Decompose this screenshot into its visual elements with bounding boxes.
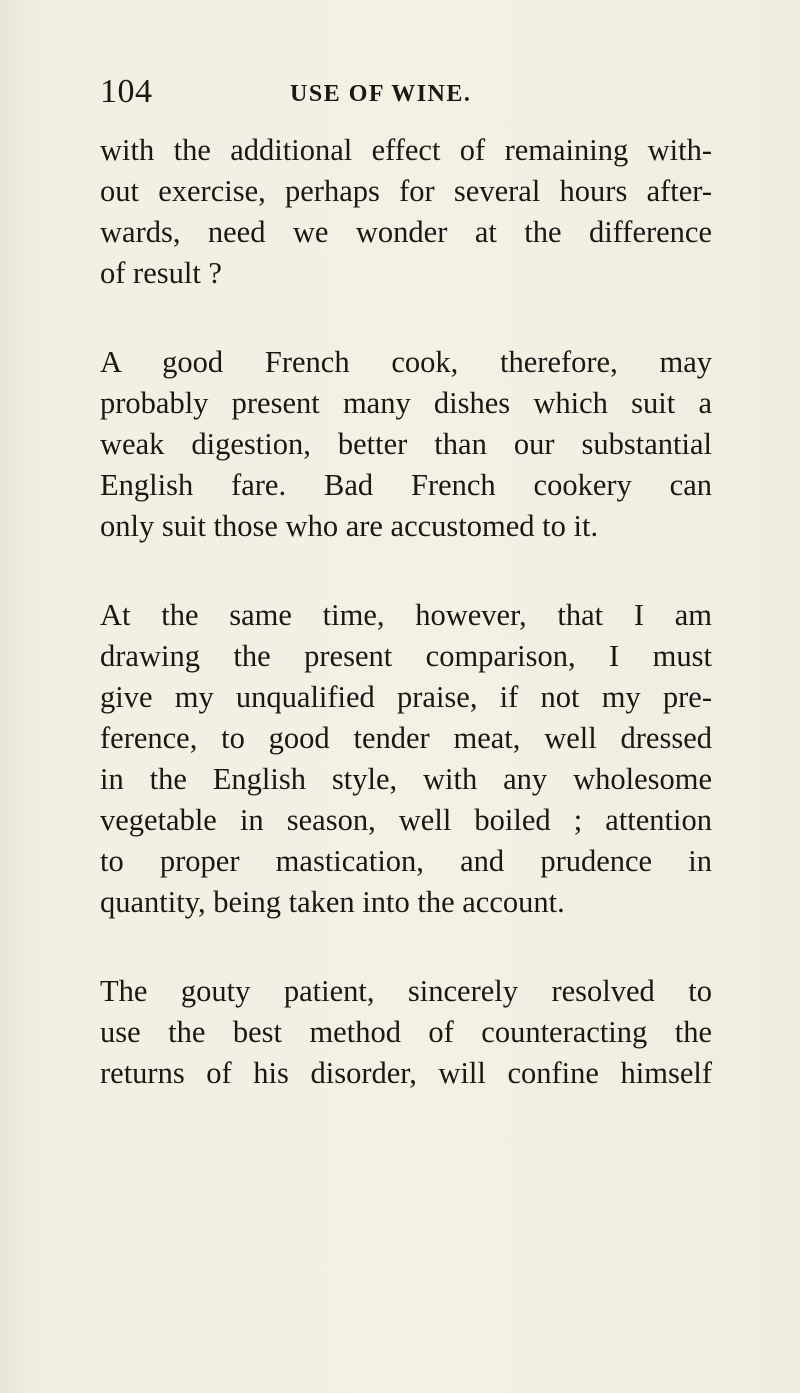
text-line: ference, to good tender meat, well dressed: [100, 721, 712, 755]
page-number: 104: [100, 73, 153, 110]
text-line: quantity, being taken into the account.: [100, 885, 565, 919]
text-line: with the additional effect of remaining with-: [100, 133, 712, 167]
text-line: give my unqualified praise, if not my pre-: [100, 680, 712, 714]
paragraph-4: [100, 971, 712, 1094]
paragraph-3: [100, 595, 712, 923]
text-line: The gouty patient, sincerely resolved to: [100, 974, 712, 1008]
body-text: [100, 130, 712, 1142]
text-line: probably present many dishes which suit a: [100, 386, 712, 420]
text-line: in the English style, with any wholesome: [100, 762, 712, 796]
text-line: of result ?: [100, 256, 222, 290]
running-head: USE OF WINE.: [290, 81, 472, 107]
text-line: A good French cook, therefore, may: [100, 345, 712, 379]
text-line: wards, need we wonder at the difference: [100, 215, 712, 249]
text-line: weak digestion, better than our substantial: [100, 427, 712, 461]
paragraph-1: [100, 130, 712, 294]
text-line: use the best method of counteracting the: [100, 1015, 712, 1049]
text-line: returns of his disorder, will confine himself: [100, 1056, 712, 1090]
page-header: [100, 72, 710, 112]
paragraph-2: [100, 342, 712, 547]
text-line: out exercise, perhaps for several hours after-: [100, 174, 712, 208]
text-line: At the same time, however, that I am: [100, 598, 712, 632]
text-line: drawing the present comparison, I must: [100, 639, 712, 673]
text-line: vegetable in season, well boiled ; attention: [100, 803, 712, 837]
text-line: English fare. Bad French cookery can: [100, 468, 712, 502]
text-line: to proper mastication, and prudence in: [100, 844, 712, 878]
text-line: only suit those who are accustomed to it.: [100, 509, 599, 543]
